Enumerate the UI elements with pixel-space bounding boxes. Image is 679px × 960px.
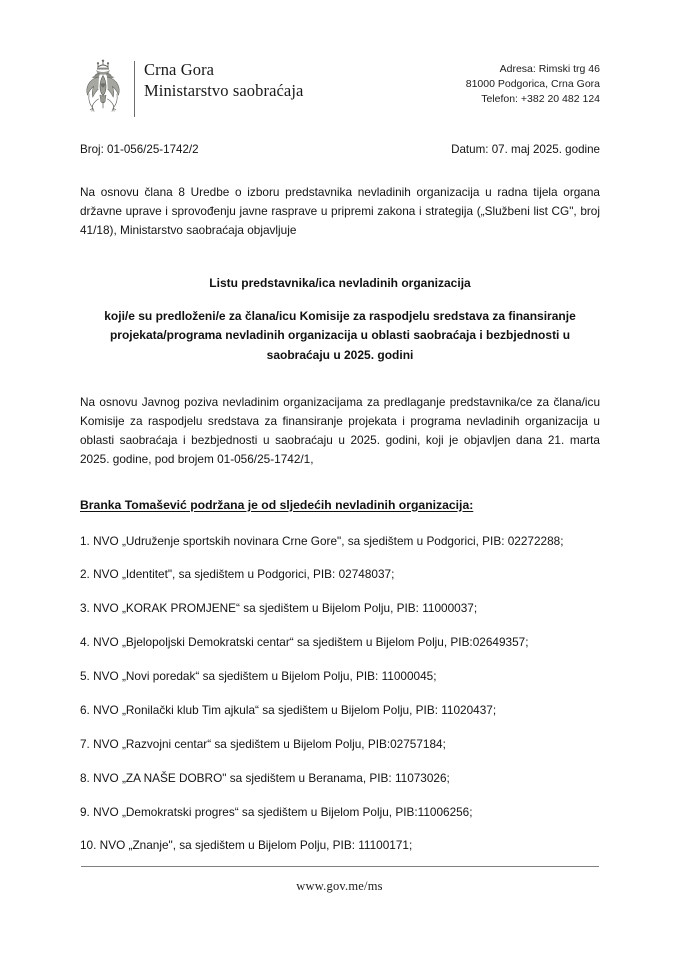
brand-text — [144, 58, 303, 121]
reference-line — [80, 143, 600, 156]
list-item: 6. NVO „Ronilački klub Tim ajkula“ sa sjedištem u Bijelom Polju, PIB: 11020437; — [80, 702, 497, 717]
list-item: 9. NVO „Demokratski progres“ sa sjedištem u Bijelom Polju, PIB:11006256; — [80, 804, 473, 819]
document-date: Datum: 07. maj 2025. godine — [451, 143, 600, 156]
list-item: 7. NVO „Razvojni centar“ sa sjedištem u Bijelom Polju, PIB:02757184; — [80, 736, 446, 751]
document-number: Broj: 01-056/25-1742/2 — [80, 143, 199, 156]
footer-divider — [81, 866, 599, 867]
list-item: 5. NVO „Novi poredak“ sa sjedištem u Bijelom Polju, PIB: 11000045; — [80, 669, 437, 684]
list-item: 8. NVO „ZA NAŠE DOBRO" sa sjedištem u Beranama, PIB: 11073026; — [80, 770, 450, 785]
letterhead — [80, 58, 600, 121]
address-city: 81000 Podgorica, Crna Gora — [465, 77, 600, 90]
list-item: 4. NVO „Bjelopoljski Demokratski centar“ sa sjedištem u Bijelom Polju, PIB:02649357; — [80, 635, 529, 650]
list-item: 3. NVO „KORAK PROMJENE“ sa sjedištem u Bijelom Polju, PIB: 11000037; — [80, 601, 478, 616]
support-heading: Branka Tomašević podržana je od sljedećih nevladinih organizacija: — [80, 497, 474, 512]
basis-paragraph: Na osnovu Javnog poziva nevladinim organizacijama za predlaganje predstavnika/ce za člana/icu Komisije za raspodjelu sredstava za finansiranje projekata i programa nevladinih organizacija u oblasti saobraćaja i bezbjednosti u saobraćaju u 2025. godini, koji je objavljen dana 21. marta 2025. godine, pod brojem 01-056/25-1742/1, — [80, 395, 600, 467]
coat-of-arms-icon — [80, 58, 126, 120]
document-subtitle: koji/e su predloženi/e za člana/icu Komisije za raspodjelu sredstava za finansiranje projekata/programa nevladinih organizacija u oblasti saobraćaja i bezbjednosti u saobraćaju u 2025. godini — [104, 308, 576, 362]
document-title: Listu predstavnika/ica nevladinih organizacija — [209, 276, 471, 291]
list-item: 2. NVO „Identitet", sa sjedištem u Podgorici, PIB: 02748037; — [80, 567, 395, 582]
country-name: Crna Gora — [144, 60, 215, 79]
ministry-brand — [80, 58, 303, 121]
address-block — [466, 58, 600, 107]
document-body — [80, 183, 600, 855]
list-item: 10. NVO „Znanje", sa sjedištem u Bijelom Polju, PIB: 11100171; — [80, 838, 413, 853]
footer-url: www.gov.me/ms — [296, 879, 383, 893]
address-phone: Telefon: +382 20 482 124 — [481, 92, 600, 105]
document-title-block — [80, 274, 600, 365]
ministry-name: Ministarstvo saobraćaja — [144, 81, 304, 101]
organization-list — [80, 532, 600, 856]
address-street: Adresa: Rimski trg 46 — [499, 63, 600, 75]
brand-divider — [134, 61, 135, 117]
list-item: 1. NVO „Udruženje sportskih novinara Crne Gore", sa sjedištem u Podgorici, PIB: 02272288; — [80, 533, 564, 548]
intro-paragraph: Na osnovu člana 8 Uredbe o izboru predstavnika nevladinih organizacija u radna tijela organa državne uprave i sprovođenju javne rasprave u pripremi zakona i strategija („Službeni list CG", broj 41/18), Ministarstvo saobraćaja objavljuje — [80, 185, 600, 238]
